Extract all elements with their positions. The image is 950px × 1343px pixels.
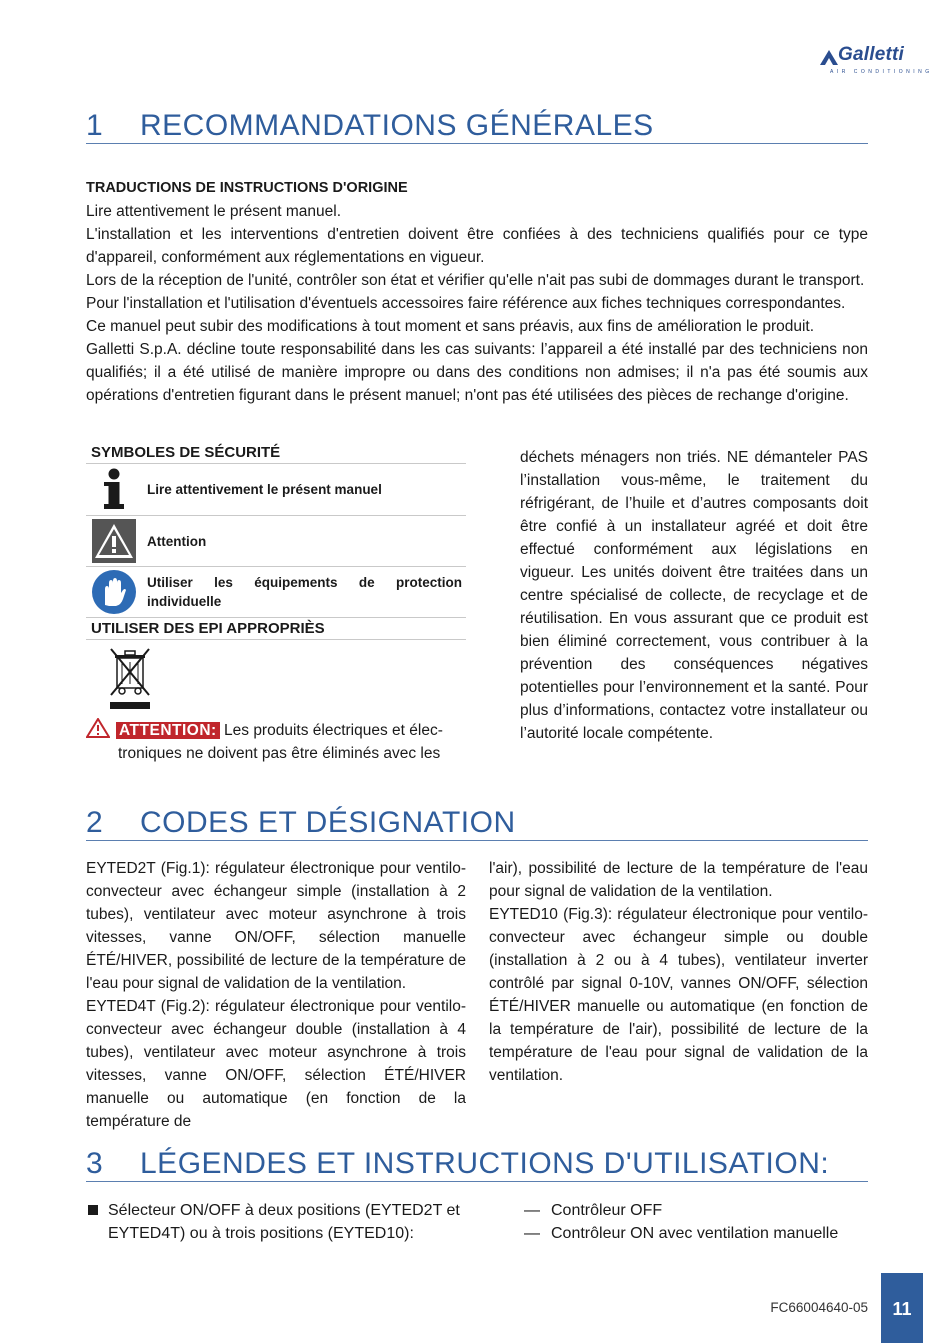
intro-paragraph: L'installation et les interventions d'entretien doivent être confiées à des techniciens qualifiés pour ce type d'appareil, conformément aux réglementations en vigueur. <box>86 226 868 266</box>
disposal-text: déchets ménagers non triés. NE démanteler PAS l’installation vous-même, le traitement du réfrigérant, de l’huile et d’autres composants doit être confié à un installateur agréé et doit être effectué conformément aux législations en vigueur. Les unités doivent être traitées dans un centre spécialisé de collecte, de recyclage et de réutilisation. En vous assurant que ce produit est bien éliminé correctement, vous contribuer à la prévention des conséquences négatives potentielles pour l’environnement et la santé. Pour plus d’informations, contactez votre installateur ou l’autorité locale compétente. <box>520 449 868 742</box>
list-item <box>524 1199 868 1222</box>
symbol-label: Lire attentivement le présent manuel <box>147 482 382 497</box>
info-icon <box>90 466 138 512</box>
symbol-label: Utiliser les équipements de protection individuelle <box>147 575 462 609</box>
section-1-heading <box>86 109 868 144</box>
document-code: FC66004640-05 <box>770 1300 868 1315</box>
attention-text: troniques ne doivent pas être éliminés avec les <box>118 745 441 762</box>
section-title: LÉGENDES ET INSTRUCTIONS D'UTILISATION: <box>140 1147 830 1180</box>
section-number: 3 <box>86 1147 104 1180</box>
page-number: 11 <box>881 1273 923 1343</box>
attention-text: Les produits électriques et élec- <box>224 722 443 739</box>
section-title: RECOMMANDATIONS GÉNÉRALES <box>140 109 654 142</box>
attention-note <box>86 718 466 765</box>
symbol-row-info <box>86 464 466 516</box>
weee-bin-icon <box>108 646 152 710</box>
dash-bullet-icon: — <box>524 1225 540 1242</box>
square-bullet-icon <box>88 1205 98 1215</box>
intro-paragraph: Pour l'installation et l'utilisation d'éventuels accessoires faire référence aux fiches techniques correspondantes. <box>86 295 846 312</box>
brand-tagline: AIR CONDITIONING <box>830 69 933 75</box>
symbol-row-ppe <box>86 567 466 618</box>
symbol-row-warning <box>86 516 466 567</box>
code-description: l'air), possibilité de lecture de la température de l'eau pour signal de validation de la ventilation. <box>489 860 868 900</box>
warning-triangle-icon <box>86 718 110 738</box>
legend-bullet-text: Sélecteur ON/OFF à deux positions (EYTED2T et EYTED4T) ou à trois positions (EYTED10): <box>108 1202 460 1242</box>
section-title: CODES ET DÉSIGNATION <box>140 806 516 839</box>
section-1-intro <box>86 177 868 407</box>
galletti-logo <box>812 44 933 80</box>
code-description: EYTED4T (Fig.2): régulateur électronique pour ventilo-convecteur avec échangeur double (installation à 4 tubes), ventilateur avec moteur asynchrone à trois vitesses, vanne ON/OFF, sélection ÉTÉ/HIVER manuelle ou automatique (en fonction de la température de <box>86 998 466 1130</box>
symbol-label: Attention <box>147 533 207 549</box>
logo-mark-icon <box>818 48 840 66</box>
codes-left-column <box>86 857 466 1133</box>
legend-dash-list <box>524 1199 868 1245</box>
epi-title: UTILISER DES EPI APPROPRIÈS <box>86 618 466 640</box>
section-number: 2 <box>86 806 104 839</box>
section-2-heading <box>86 806 868 841</box>
section-number: 1 <box>86 109 104 142</box>
legend-bullet-item <box>86 1199 466 1245</box>
safety-symbols-title: SYMBOLES DE SÉCURITÉ <box>86 442 466 464</box>
list-item-text: Contrôleur ON avec ventilation manuelle <box>551 1225 839 1242</box>
codes-right-column <box>489 857 868 1087</box>
intro-paragraph: Ce manuel peut subir des modifications à tout moment et sans préavis, aux fins de amélioration le produit. <box>86 318 815 335</box>
intro-paragraph: Lire attentivement le présent manuel. <box>86 203 342 220</box>
code-description: EYTED10 (Fig.3): régulateur électronique pour ventilo-convecteur avec échangeur simple ou double (installation à 2 ou à 4 tubes), ventilateur inverter contrôlé par signal 0-10V, vannes ON/OFF, sélection ÉTÉ/HIVER manuelle ou automatique (en fonction de la température de l'air), possibilité de lecture de la température de l'eau pour signal de validation de la ventilation. <box>489 906 868 1084</box>
gloves-icon <box>90 569 138 615</box>
list-item <box>524 1222 868 1245</box>
warning-icon <box>90 518 138 564</box>
list-item-text: Contrôleur OFF <box>551 1202 663 1219</box>
dash-bullet-icon: — <box>524 1202 540 1219</box>
intro-paragraph: Galletti S.p.A. décline toute responsabilité dans les cas suivants: l’appareil a été installé par des techniciens non qualifiés; il a été utilisé de manière impropre ou dans des conditions non admises; il n'a pas été soumis aux opérations d'entretien figurant dans le présent manuel; n'ont pas été utilisées des pièces de rechange d'origine. <box>86 341 868 404</box>
attention-badge: ATTENTION: <box>116 722 220 739</box>
intro-lead: TRADUCTIONS DE INSTRUCTIONS D'ORIGINE <box>86 180 408 196</box>
section-3-heading <box>86 1147 868 1182</box>
code-description: EYTED2T (Fig.1): régulateur électronique pour ventilo-convecteur avec échangeur simple (installation à 2 tubes), ventilateur avec moteur asynchrone à trois vitesses, vanne ON/OFF, sélection manuelle ÉTÉ/HIVER, possibilité de lecture de la température de l'eau pour signal de validation de la ventilation. <box>86 860 466 992</box>
intro-paragraph: Lors de la réception de l'unité, contrôler son état et vérifier qu'elle n'ait pas subi de dommages durant le transport. <box>86 272 865 289</box>
brand-name: Galletti <box>838 44 905 65</box>
